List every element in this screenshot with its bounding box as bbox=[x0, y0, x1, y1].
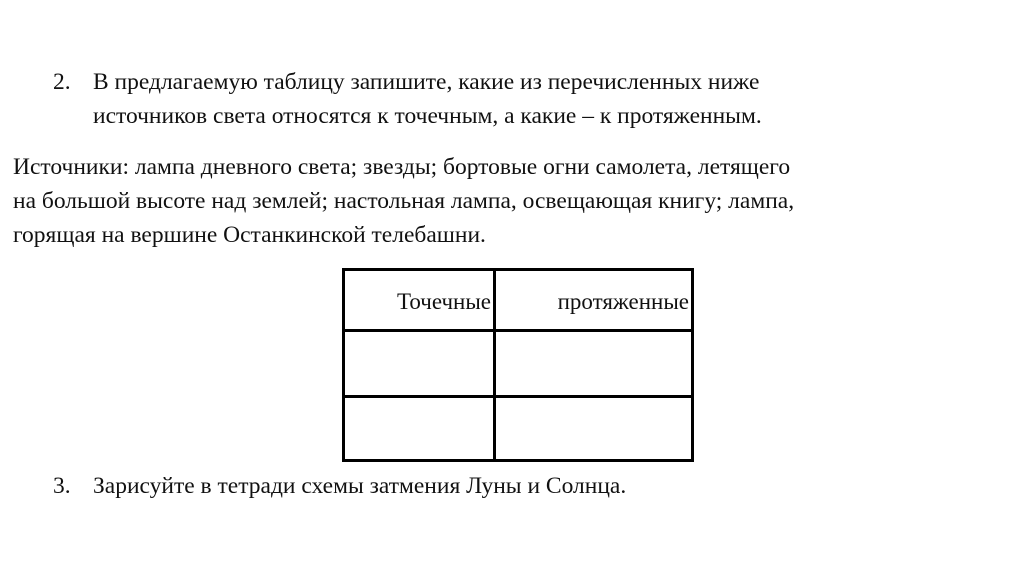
table-header-row bbox=[344, 270, 693, 331]
task-3-text: Зарисуйте в тетради схемы затмения Луны и Солнца. bbox=[93, 473, 627, 499]
sources-line-3: горящая на вершине Останкинской телебашни. bbox=[13, 222, 486, 248]
task-2 bbox=[53, 66, 973, 136]
table-cell[interactable] bbox=[344, 397, 495, 461]
header-point-sources: Точечные bbox=[344, 270, 495, 331]
sources-paragraph bbox=[13, 150, 1013, 252]
task-3 bbox=[53, 470, 973, 506]
task-2-line-2: источников света относятся к точечным, а какие – к протяженным. bbox=[93, 103, 762, 129]
table-cell[interactable] bbox=[495, 397, 693, 461]
sources-line-2: на большой высоте над землей; настольная лампа, освещающая книгу; лампа, bbox=[13, 188, 795, 214]
task-2-number: 2. bbox=[53, 69, 71, 95]
table-cell[interactable] bbox=[495, 331, 693, 397]
task-3-number: 3. bbox=[53, 473, 71, 499]
table-row bbox=[344, 397, 693, 461]
table-row bbox=[344, 331, 693, 397]
task-2-line-1: В предлагаемую таблицу запишите, какие из перечисленных ниже bbox=[93, 69, 760, 95]
classification-table bbox=[342, 268, 694, 462]
sources-line-1: Источники: лампа дневного света; звезды; бортовые огни самолета, летящего bbox=[13, 154, 791, 180]
header-extended-sources: протяженные bbox=[495, 270, 693, 331]
table-cell[interactable] bbox=[344, 331, 495, 397]
